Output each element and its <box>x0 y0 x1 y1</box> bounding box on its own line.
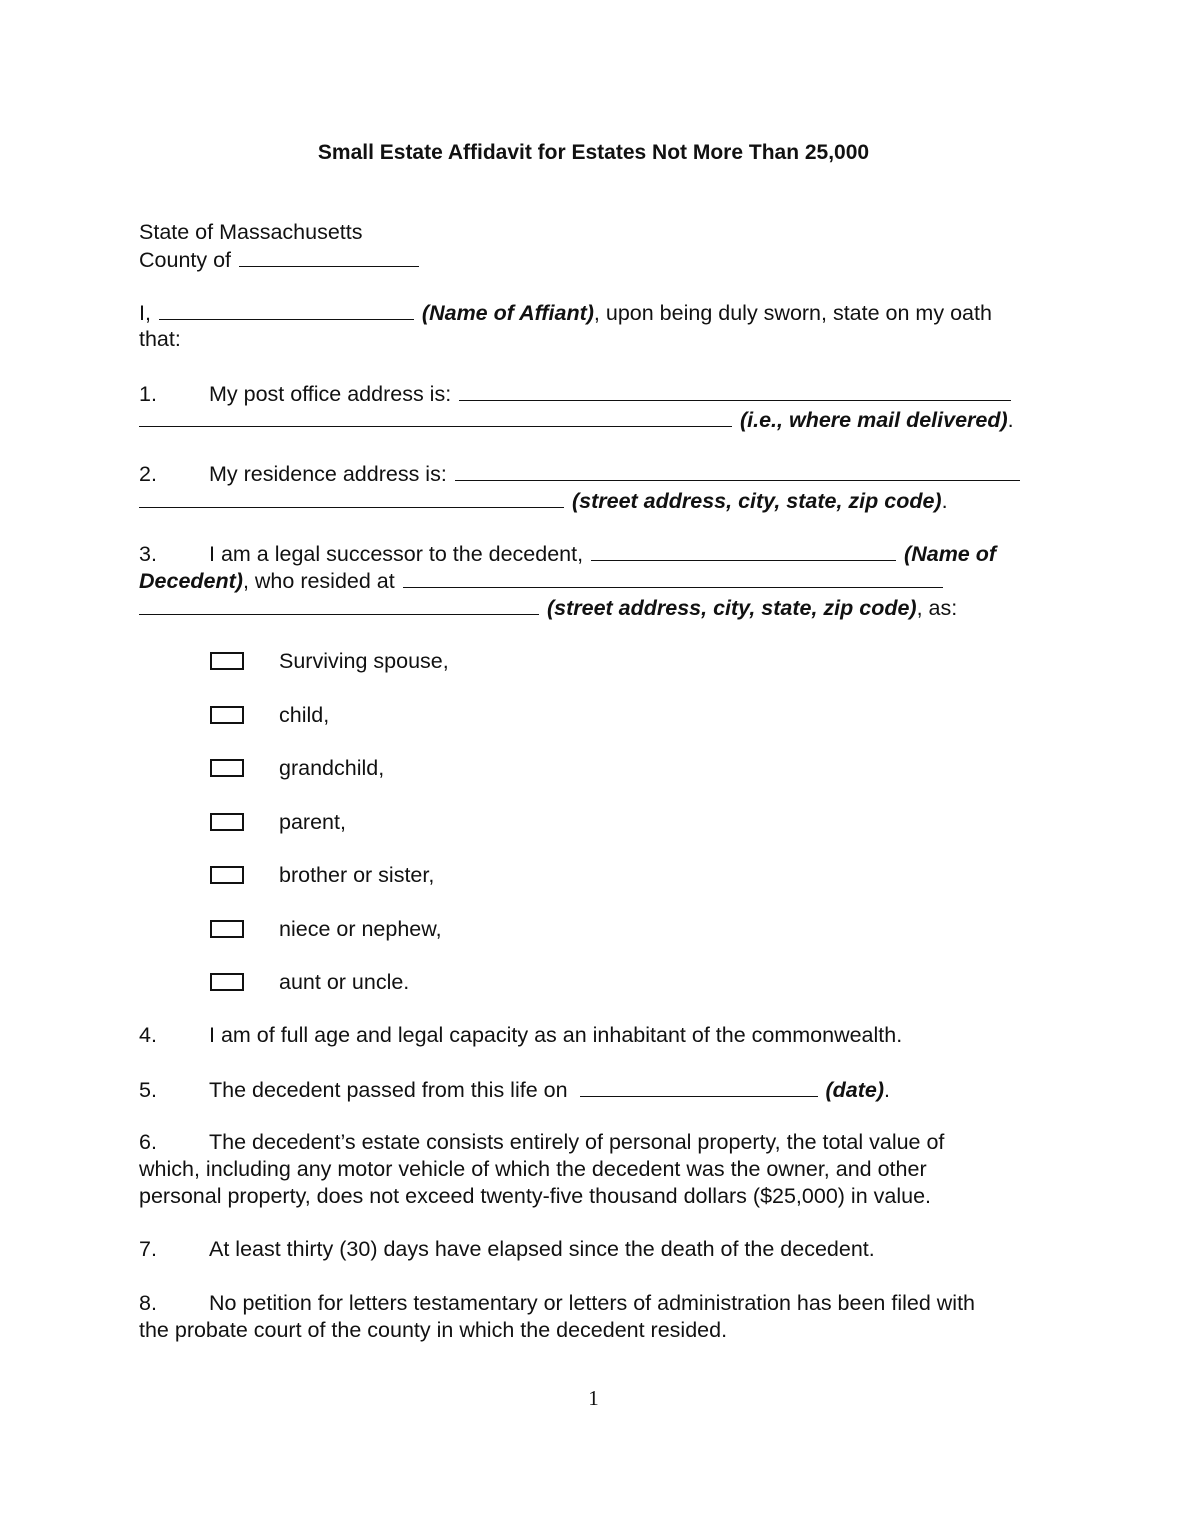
intro-continuation: that: <box>139 327 181 351</box>
item-3-hint-3: (street address, city, state, zip code) <box>546 596 917 620</box>
option-label: aunt or uncle. <box>279 970 410 994</box>
checkbox-brother-or-sister[interactable] <box>210 866 244 884</box>
item-8-line-1 <box>139 1290 975 1317</box>
item-3-line-3 <box>139 594 957 622</box>
residence-address-field-2[interactable] <box>139 487 564 508</box>
item-3-line-1 <box>139 540 996 568</box>
item-5 <box>139 1076 890 1104</box>
item-1-text: My post office address is: <box>209 382 452 406</box>
county-field[interactable] <box>239 246 419 267</box>
checkbox-aunt-or-uncle[interactable] <box>210 973 244 991</box>
item-5-text: The decedent passed from this life on <box>209 1078 568 1102</box>
option-label: child, <box>279 703 330 727</box>
item-7 <box>139 1236 875 1263</box>
decedent-name-field[interactable] <box>591 540 896 561</box>
item-3-hint-2: Decedent) <box>139 569 243 593</box>
item-2-number: 2. <box>139 462 157 486</box>
item-8-line-2: the probate court of the county in which the decedent resided. <box>139 1318 728 1342</box>
item-2-line-1 <box>139 460 1022 488</box>
item-3-text-2: , who resided at <box>242 569 395 593</box>
item-5-hint: (date) <box>825 1078 885 1102</box>
item-3-hint-1: (Name of <box>904 542 997 566</box>
intro-line <box>139 299 992 327</box>
item-1-line-2 <box>139 406 1014 434</box>
option-label: grandchild, <box>279 756 385 780</box>
option-label: parent, <box>279 810 346 834</box>
option-label: niece or nephew, <box>279 917 442 941</box>
item-6-line-3: personal property, does not exceed twenty-five thousand dollars ($25,000) in value. <box>139 1184 931 1208</box>
item-4-text: I am of full age and legal capacity as an inhabitant of the commonwealth. <box>209 1023 903 1047</box>
checkbox-niece-or-nephew[interactable] <box>210 920 244 938</box>
post-office-address-field-1[interactable] <box>459 380 1011 401</box>
affiant-hint: (Name of Affiant) <box>421 301 594 325</box>
post-office-address-field-2[interactable] <box>139 406 732 427</box>
option-label: Surviving spouse, <box>279 649 449 673</box>
item-6-number: 6. <box>139 1130 157 1154</box>
county-line <box>139 246 421 274</box>
intro-prefix: I, <box>139 301 151 325</box>
item-3-end: , as: <box>916 596 958 620</box>
item-6-line-2: which, including any motor vehicle of which the decedent was the owner, and other <box>139 1157 927 1181</box>
item-2-text: My residence address is: <box>209 462 447 486</box>
item-6-text-1: The decedent’s estate consists entirely of personal property, the total value of <box>209 1130 945 1154</box>
item-3-line-2 <box>139 567 945 595</box>
state-line: State of Massachusetts <box>139 220 363 244</box>
checkbox-grandchild[interactable] <box>210 759 244 777</box>
item-6-line-1 <box>139 1129 944 1156</box>
item-3-text: I am a legal successor to the decedent, <box>209 542 584 566</box>
item-1-hint: (i.e., where mail delivered) <box>739 408 1008 432</box>
item-1-line-1 <box>139 380 1013 408</box>
item-5-end: . <box>884 1078 891 1102</box>
death-date-field[interactable] <box>580 1076 818 1097</box>
decedent-address-field-2[interactable] <box>139 594 539 615</box>
checkbox-parent[interactable] <box>210 813 244 831</box>
document-title: Small Estate Affidavit for Estates Not More Than 25,000 <box>317 141 870 164</box>
item-7-number: 7. <box>139 1237 157 1261</box>
item-3-number: 3. <box>139 542 157 566</box>
item-8-number: 8. <box>139 1291 157 1315</box>
checkbox-child[interactable] <box>210 706 244 724</box>
item-7-text: At least thirty (30) days have elapsed since the death of the decedent. <box>209 1237 875 1261</box>
item-4-number: 4. <box>139 1023 157 1047</box>
item-1-number: 1. <box>139 382 157 406</box>
county-label: County of <box>139 248 232 272</box>
checkbox-surviving-spouse[interactable] <box>210 652 244 670</box>
item-5-number: 5. <box>139 1078 157 1102</box>
item-2-line-2 <box>139 487 948 515</box>
intro-suffix: , upon being duly sworn, state on my oath <box>593 301 992 325</box>
item-8-text-1: No petition for letters testamentary or letters of administration has been filed with <box>209 1291 976 1315</box>
page-number: 1 <box>588 1386 599 1410</box>
item-2-end: . <box>941 489 948 513</box>
item-4 <box>139 1022 902 1049</box>
option-label: brother or sister, <box>279 863 435 887</box>
residence-address-field-1[interactable] <box>455 460 1020 481</box>
item-1-end: . <box>1007 408 1014 432</box>
affiant-name-field[interactable] <box>159 299 414 320</box>
item-2-hint: (street address, city, state, zip code) <box>571 489 942 513</box>
decedent-address-field-1[interactable] <box>403 567 943 588</box>
